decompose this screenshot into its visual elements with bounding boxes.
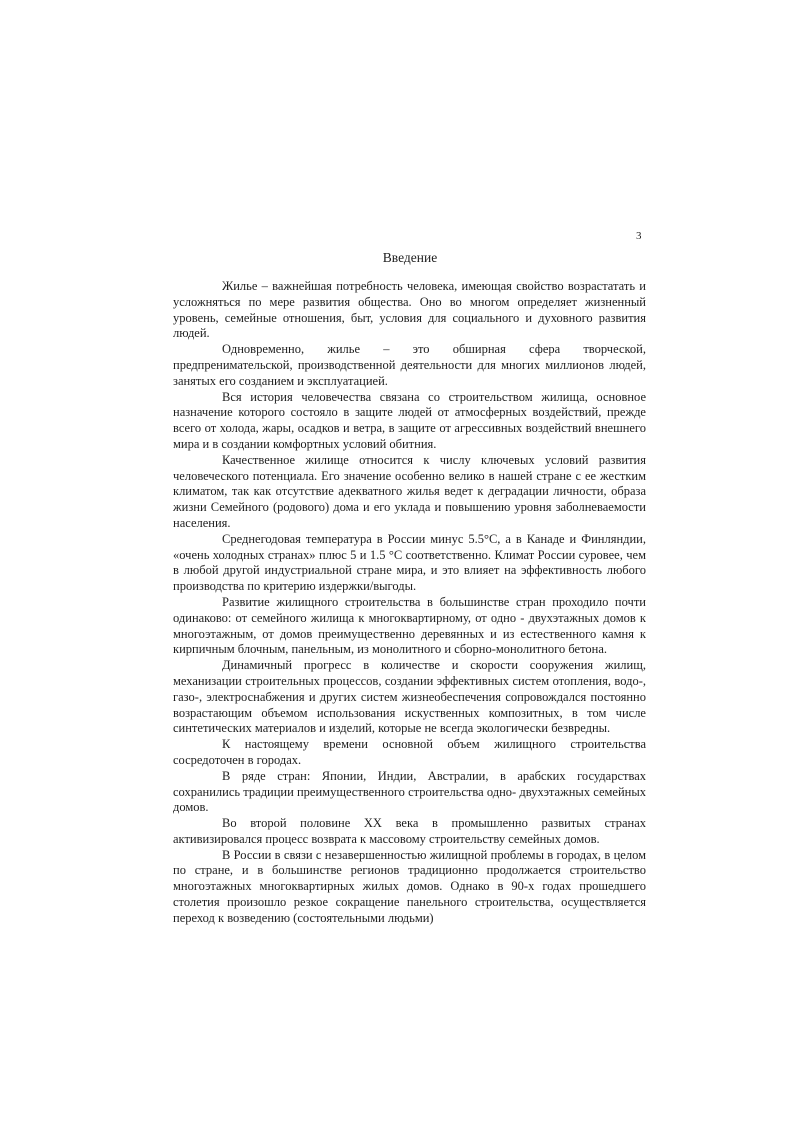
- paragraph: Во второй половине ХХ века в промышленно развитых странах активизировался процесс возврата к массовому строительству семейных домов.: [173, 816, 646, 846]
- page-number: 3: [636, 230, 642, 242]
- paragraph: В России в связи с незавершенностью жилищной проблемы в городах, в целом по стране, и в большинстве регионов традиционно продолжается строительство многоэтажных многоквартирных жилых домов. Однако в 90-х годах прошедшего столетия произошло резкое сокращение панельного строительства, осуществляется переход к возведению (состоятельными людьми): [173, 847, 646, 925]
- paragraph: Жилье – важнейшая потребность человека, имеющая свойство возрастатать и усложняться по мере развития общества. Оно во многом определяет жизненный уровень, семейные отношения, быт, условия для социального и духовного развития людей.: [173, 279, 646, 341]
- paragraph: Развитие жилищного строительства в большинстве стран проходило почти одинаково: от семейного жилища к многоквартирному, от одно - двухэтажных домов к многоэтажным, от домов преимущественно деревянных и из естественного камня к кирпичным блочным, панельным, из монолитного и сборно-монолитного бетона.: [173, 594, 646, 657]
- paragraph: Динамичный прогресс в количестве и скорости сооружения жилищ, механизации строительных процессов, создании эффективных систем отопления, водо-, газо-, электроснабжения и других систем жизнеобеспечения сопровождался постоянно возрастающим объемом использования искуственных композитных, в том числе синтетических материалов и изделий, которые не всегда экологически безвредны.: [173, 658, 646, 736]
- paragraph: К настоящему времени основной объем жилищного строительства сосредоточен в городах.: [173, 737, 646, 767]
- paragraph: Одновременно, жилье – это обширная сфера творческой, предпренимательской, производственной деятельности для многих миллионов людей, занятых его созданием и эксплуатацией.: [173, 342, 646, 388]
- body-text: [173, 279, 646, 927]
- paragraph: В ряде стран: Японии, Индии, Австралии, в арабских государствах сохранились традиции преимущественного строительства одно- двухэтажных семейных домов.: [173, 768, 646, 815]
- paragraph: Среднегодовая температура в России минус 5.5°С, а в Канаде и Финляндии, «очень холодных странах» плюс 5 и 1.5 °С соответственно. Климат России суровее, чем в любой другой индустриальной стране мира, и это влияет на эффективность любого производства по критерию издержки/выгоды.: [173, 531, 646, 594]
- paragraph: Качественное жилище относится к числу ключевых условий развития человеческого потенциала. Его значение особенно велико в нашей стране с ее жестким климатом, так как отсутствие адекватного жилья ведет к деградации личности, образа жизни Семейного (родового) дома и его уклада и повышению уровня заболневаемости населения.: [173, 452, 646, 530]
- paragraph: Вся история человечества связана со строительством жилища, основное назначение которого состояло в защите людей от атмосферных воздействий, прежде всего от холода, жары, осадков и ветра, в защите от агрессивных воздействий внешнего мира и в создании комфортных условий обитния.: [173, 389, 646, 451]
- page-title: Введение: [382, 250, 438, 265]
